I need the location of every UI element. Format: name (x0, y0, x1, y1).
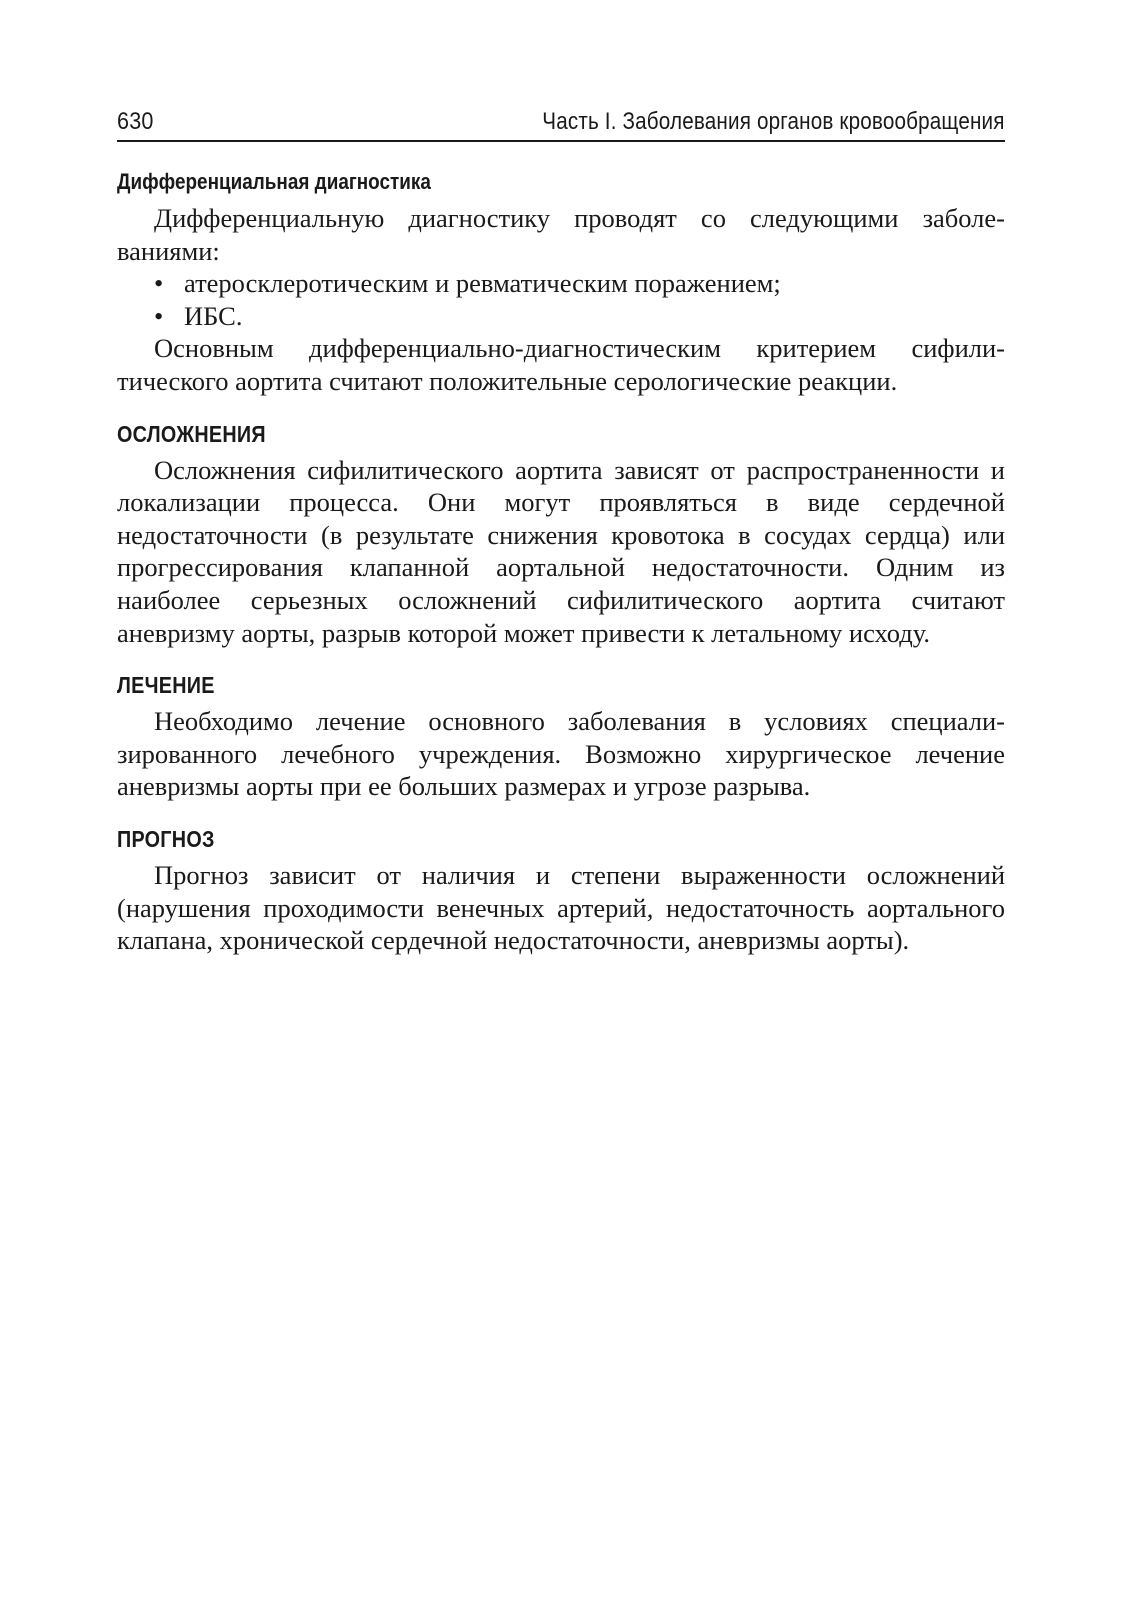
page-number: 630 (117, 108, 154, 135)
differential-intro: Дифференциальную диагностику проводят со следующими заболеваниями: (117, 203, 1005, 266)
list-item (154, 300, 1005, 333)
book-page (117, 104, 1005, 957)
list-item-text: ИБС. (184, 300, 243, 331)
list-item-text: атеросклеротическим и ревматическим поражением; (184, 268, 781, 299)
treatment-heading: ЛЕЧЕНИЕ (117, 672, 215, 699)
prognosis-text: Прогноз зависит от наличия и степени выраженности осложнений (нарушения проходимости венечных артерий, недостаточность аортального клапана, хронической сердечной недостаточности, аневризмы аорты). (117, 859, 1005, 956)
bullet-icon: • (154, 268, 164, 299)
differential-conclusion: Основным дифференциально-диагностическим критерием сифилитического аортита считают положительные серологические реакции. (117, 333, 1005, 396)
treatment-text: Необходимо лечение основного заболевания в условиях специализированного лечебного учреждения. Возможно хирургическое лечение аневризмы аорты при ее больших размерах и угрозе разрыва. (117, 706, 1005, 802)
list-item (154, 267, 1005, 300)
bullet-icon: • (154, 300, 164, 331)
running-header (117, 104, 1005, 142)
differential-list (117, 267, 1005, 332)
page-body (117, 164, 1005, 957)
prognosis-heading: ПРОГНОЗ (117, 825, 215, 852)
running-title: Часть I. Заболевания органов кровообращения (542, 108, 1005, 135)
complications-heading: ОСЛОЖНЕНИЯ (117, 420, 266, 447)
complications-text: Осложнения сифилитического аортита зависят от распространенности и локализации процесса. Они могут проявляться в виде сердечной недостаточности (в результате снижения кровотока в сосудах сердца) или прогрессирования клапанной аортальной недостаточности. Одним из наиболее серьезных осложнений сифилитического аортита считают аневризму аорты, разрыв которой может привести к летальному исходу. (117, 454, 1005, 648)
differential-heading: Дифференциальная диагностика (117, 169, 431, 194)
